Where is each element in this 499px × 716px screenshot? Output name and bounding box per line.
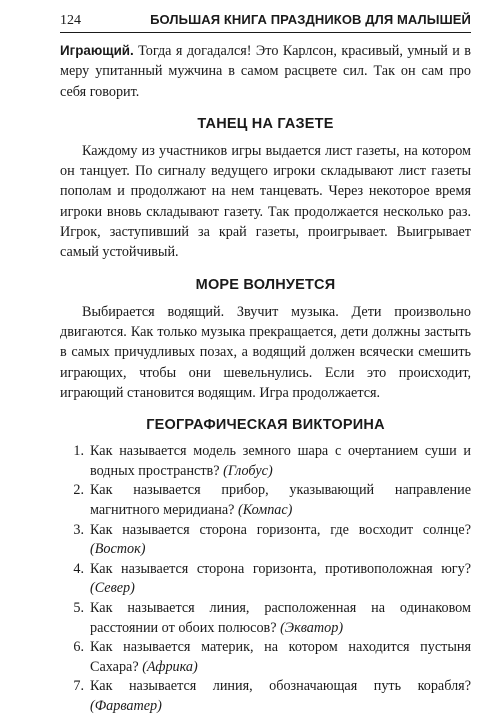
quiz-item bbox=[60, 442, 471, 481]
speaker-name: Играющий. bbox=[60, 43, 134, 58]
section-title-geography-quiz: ГЕОГРАФИЧЕСКАЯ ВИКТОРИНА bbox=[146, 417, 385, 434]
quiz-item-body bbox=[90, 442, 471, 481]
running-head bbox=[60, 12, 471, 33]
quiz-list bbox=[60, 442, 471, 716]
section-title-sea-waves: МОРЕ ВОЛНУЕТСЯ bbox=[195, 276, 336, 293]
quiz-item bbox=[60, 677, 471, 716]
quiz-question: Как называется сторона горизонта, где восходит солнце? bbox=[90, 521, 471, 538]
section-title-newspaper-dance: ТАНЕЦ НА ГАЗЕТЕ bbox=[197, 115, 334, 132]
dialog-paragraph bbox=[60, 41, 471, 102]
quiz-answer: (Компас) bbox=[237, 501, 293, 518]
quiz-item-body bbox=[90, 677, 471, 716]
book-title: БОЛЬШАЯ КНИГА ПРАЗДНИКОВ ДЛЯ МАЛЫШЕЙ bbox=[150, 12, 471, 27]
section-text-sea-waves: Выбирается водящий. Звучит музыка. Дети произвольно двигаются. Как только музыка прекращается, дети должны застыть в самых причудливых позах, а водящий должен всячески смешить играющих, чтобы они шевельнулись. Если это происходит, играющий становится водящим. Игра продолжается. bbox=[60, 303, 471, 401]
quiz-question: Как называется материк, на котором находится пустыня Сахара? bbox=[90, 639, 471, 675]
quiz-answer: (Экватор) bbox=[280, 619, 344, 636]
quiz-item bbox=[60, 599, 471, 638]
quiz-item-number: 5. bbox=[73, 599, 84, 616]
quiz-item-body bbox=[90, 599, 471, 638]
quiz-item bbox=[60, 521, 471, 560]
quiz-item-body bbox=[90, 521, 471, 560]
quiz-item-body bbox=[90, 638, 471, 677]
quiz-answer: (Восток) bbox=[90, 541, 146, 558]
quiz-question: Как называется линия, обозначающая путь корабля? bbox=[90, 678, 471, 695]
quiz-answer: (Фарватер) bbox=[90, 697, 162, 714]
quiz-question: Как называется линия, расположенная на одинаковом расстоянии от обоих полюсов? bbox=[90, 599, 471, 636]
dialog-text: Тогда я догадался! Это Карлсон, красивый, умный и в меру упитанный мужчина в самом расцвете сил. Так он сам про себя говорит. bbox=[60, 43, 471, 100]
quiz-item bbox=[60, 638, 471, 677]
quiz-answer: (Север) bbox=[90, 580, 135, 597]
quiz-item-body bbox=[90, 481, 471, 520]
quiz-item bbox=[60, 481, 471, 520]
quiz-item-number: 4. bbox=[73, 560, 84, 577]
quiz-answer: (Африка) bbox=[142, 658, 198, 675]
quiz-item-number: 1. bbox=[73, 443, 84, 460]
quiz-question: Как называется сторона горизонта, противоположная югу? bbox=[90, 560, 471, 577]
section-text-newspaper-dance: Каждому из участников игры выдается лист газеты, на котором он танцует. По сигналу ведущего игроки складывают лист газеты пополам и продолжают на нем танцевать. Через некоторое время игроки вновь складывают газету. Так продолжается несколько раз. Игрок, заступивший за край газеты, проигрывает. Выигрывает самый устойчивый. bbox=[60, 142, 471, 261]
quiz-item-number: 2. bbox=[73, 482, 84, 499]
quiz-question: Как называется модель земного шара с очертанием суши и водных пространств? bbox=[90, 443, 471, 479]
quiz-item-number: 3. bbox=[73, 521, 84, 538]
page-number: 124 bbox=[60, 13, 81, 28]
quiz-answer: (Глобус) bbox=[223, 462, 273, 479]
quiz-question: Как называется прибор, указывающий направление магнитного меридиана? bbox=[90, 482, 471, 518]
quiz-item-number: 6. bbox=[73, 639, 84, 656]
quiz-item-number: 7. bbox=[73, 678, 84, 695]
quiz-item bbox=[60, 560, 471, 599]
quiz-item-body bbox=[90, 560, 471, 599]
